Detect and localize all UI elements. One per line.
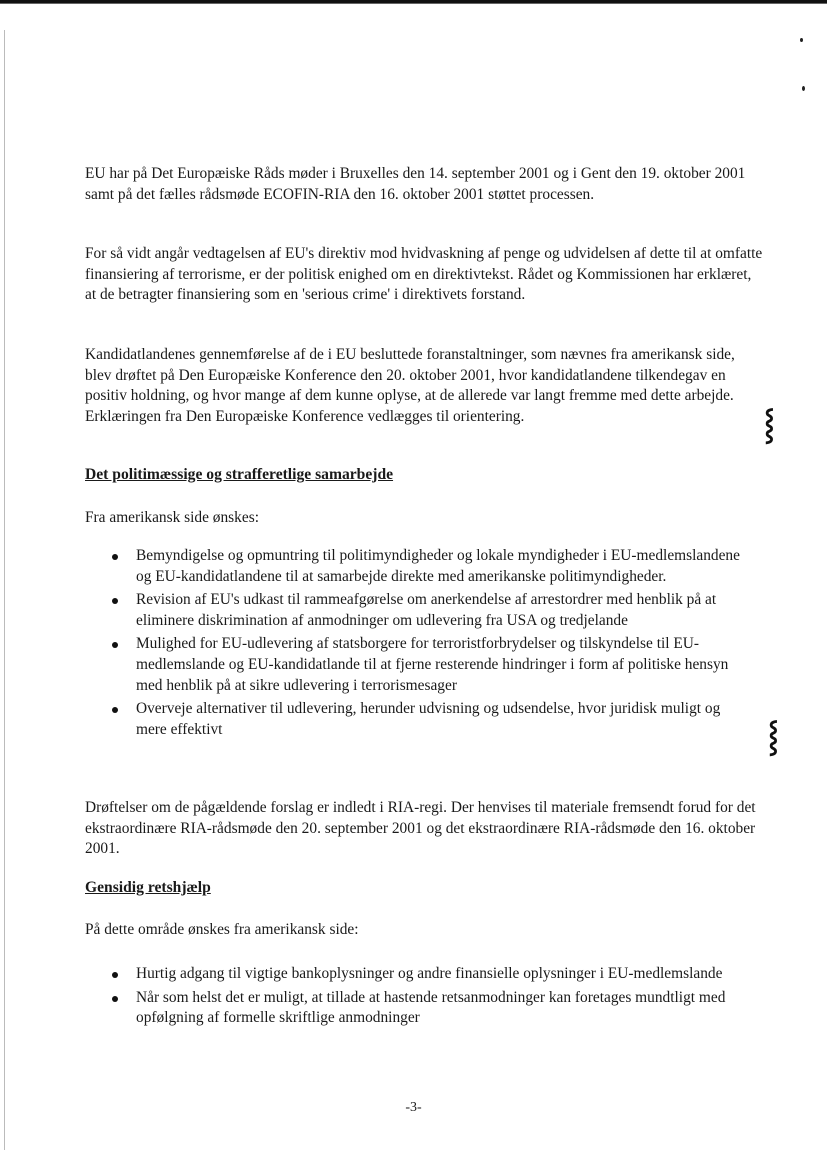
bullet-list-legal-assistance bbox=[85, 964, 745, 1032]
list-item bbox=[85, 634, 745, 696]
heading-mutual-legal-assistance: Gensidig retshjælp bbox=[85, 879, 211, 896]
list-item-text: Når som helst det er muligt, at tillade at hastende retsanmodninger kan foretages mundtligt med opfølgning af formelle skriftlige anmodninger bbox=[136, 988, 726, 1027]
list-item bbox=[85, 964, 745, 985]
page-number: -3- bbox=[405, 1100, 422, 1115]
bullet-icon bbox=[112, 642, 118, 648]
bullet-icon bbox=[112, 598, 118, 604]
bullet-icon bbox=[112, 554, 118, 560]
list-item-text: Mulighed for EU-udlevering af statsborgere for terroristforbrydelser og tilskyndelse til EU-medlemslande og EU-kandidatlande til at fjerne resterende hindringer i form af politiske hensyn med henblik på at sikre udlevering i terrorismesager bbox=[136, 635, 729, 694]
list-item-text: Revision af EU's udkast til rammeafgørelse om anerkendelse af arrestordrer med henblik på at eliminere diskrimination af anmodninger om udlevering fra USA og tredjelande bbox=[136, 591, 717, 629]
bullet-icon bbox=[112, 972, 118, 978]
paragraph-area-requests-intro: På dette område ønskes fra amerikansk side: bbox=[85, 921, 359, 938]
paragraph-ria-discussions: Drøftelser om de pågældende forslag er indledt i RIA-regi. Der henvises til materiale fremsendt forud for det ekstraordinære RIA-rådsmøde den 20. september 2001 og det ekstraordinære RIA-rådsmøde den 16. oktober 2001. bbox=[85, 799, 756, 858]
bullet-icon bbox=[112, 707, 118, 713]
list-item bbox=[85, 590, 745, 631]
binder-hole-mark-icon: ⸾ bbox=[764, 407, 775, 442]
paragraph-us-requests-intro: Fra amerikansk side ønskes: bbox=[85, 509, 259, 526]
scan-speck bbox=[800, 38, 803, 42]
heading-police-cooperation: Det politimæssige og strafferetlige samarbejde bbox=[85, 466, 394, 483]
binder-hole-mark-icon: ⸾ bbox=[768, 719, 779, 754]
list-item bbox=[85, 699, 745, 740]
top-scan-border bbox=[0, 0, 827, 4]
paragraph-money-laundering: For så vidt angår vedtagelsen af EU's direktiv mod hvidvaskning af penge og udvidelsen af dette til at omfatte finansiering af terrorisme, er der politisk enighed om en direktivtekst. Rådet og Kommissionen har erklæret, at de betragter finansiering som en 'serious crime' i direktivets forstand. bbox=[85, 245, 763, 304]
list-item bbox=[85, 988, 745, 1029]
list-item-text: Bemyndigelse og opmuntring til politimyndigheder og lokale myndigheder i EU-medlemslandene og EU-kandidatlandene til at samarbejde direkte med amerikanske politimyndigheder. bbox=[136, 547, 740, 585]
scan-speck bbox=[802, 86, 805, 91]
list-item-text: Hurtig adgang til vigtige bankoplysninger og andre finansielle oplysninger i EU-medlemslande bbox=[136, 965, 723, 982]
list-item bbox=[85, 546, 745, 587]
bullet-icon bbox=[112, 996, 118, 1002]
bullet-list-police bbox=[85, 546, 745, 743]
list-item-text: Overveje alternativer til udlevering, herunder udvisning og udsendelse, hvor juridisk muligt og mere effektivt bbox=[136, 700, 721, 738]
paragraph-eu-council: EU har på Det Europæiske Råds møder i Bruxelles den 14. september 2001 og i Gent den 19. oktober 2001 samt på det fælles rådsmøde ECOFIN-RIA den 16. oktober 2001 støttet processen. bbox=[85, 165, 746, 203]
paragraph-candidate-countries: Kandidatlandenes gennemførelse af de i EU besluttede foranstaltninger, som nævnes fra amerikansk side, blev drøftet på Den Europæiske Konference den 20. oktober 2001, hvor kandidatlandene tilkendegav en positiv holdning, og hvor mange af dem kunne oplyse, at de allerede var langt fremme med dette arbejde. Erklæringen fra Den Europæiske Konference vedlægges til orientering. bbox=[85, 346, 735, 425]
left-scan-edge bbox=[4, 30, 5, 1150]
